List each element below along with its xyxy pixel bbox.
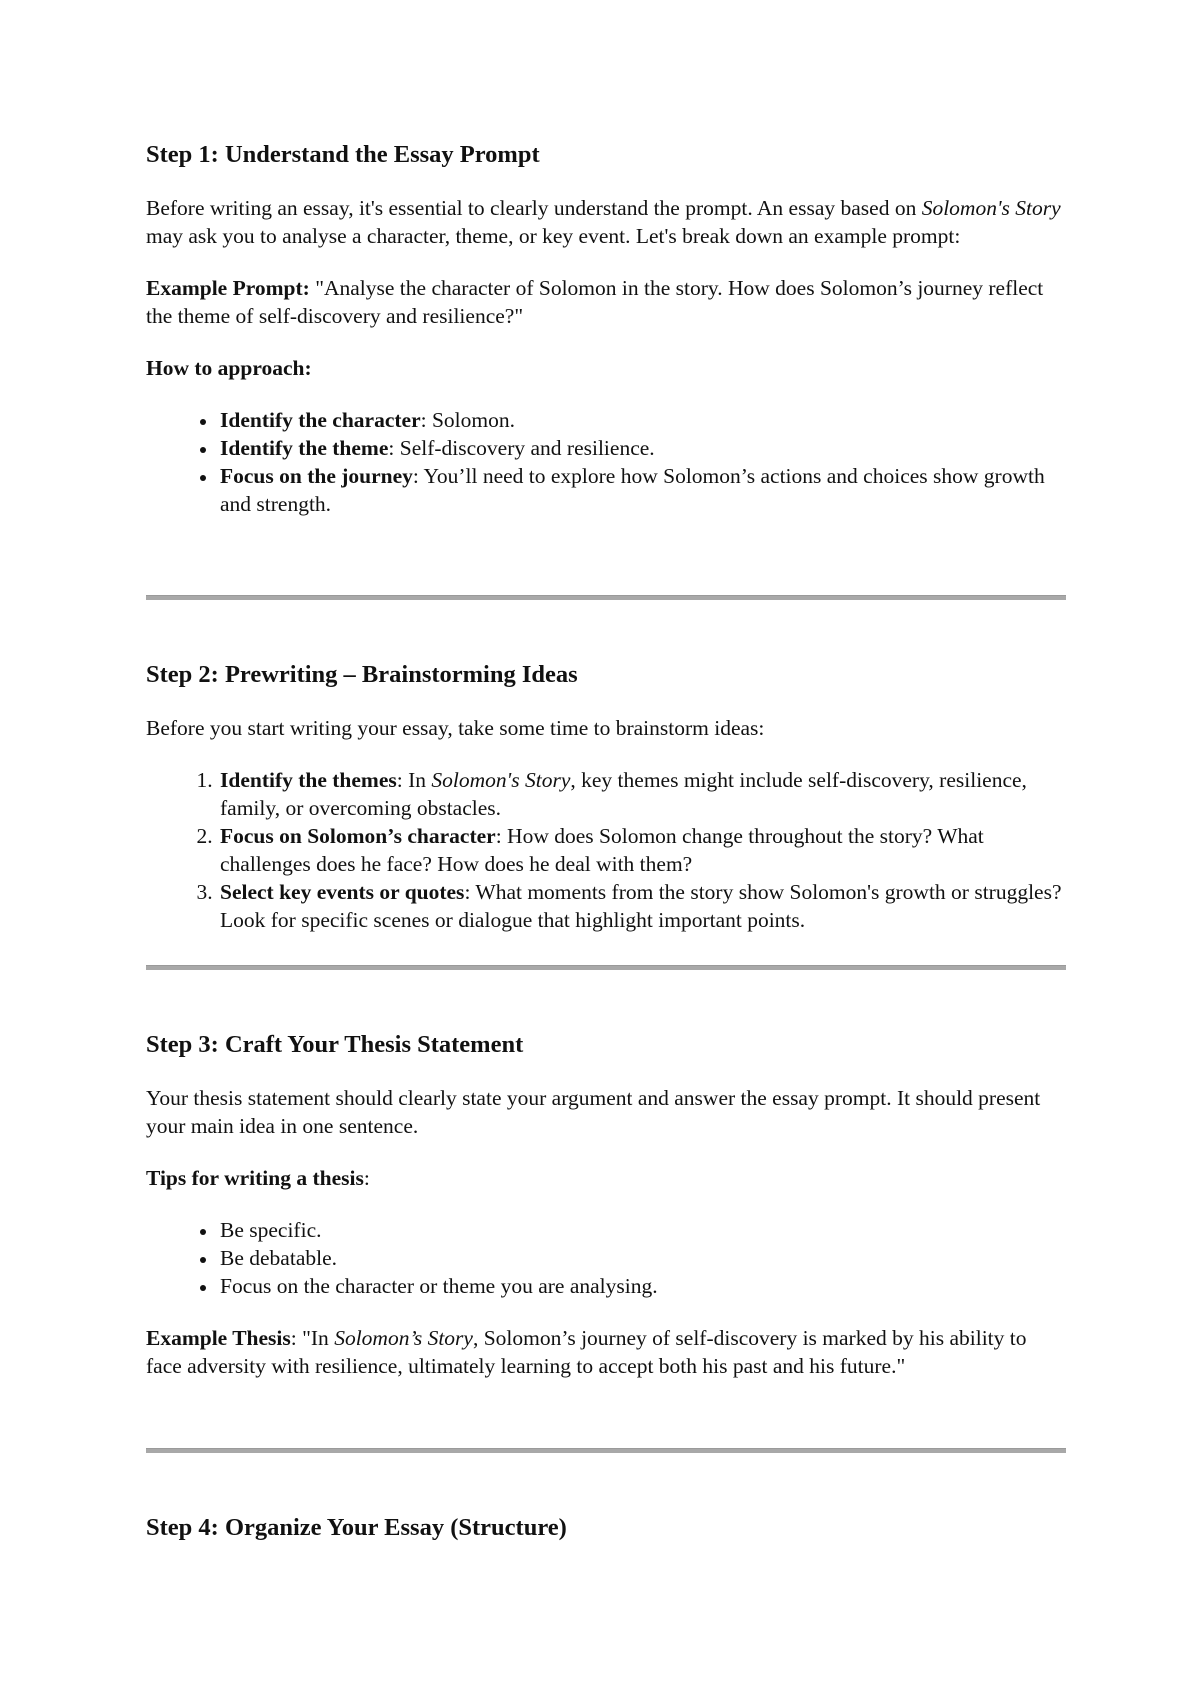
step1-intro (146, 194, 1066, 250)
step3-bullet-list (146, 1216, 1066, 1300)
step1-intro-text-a: Before writing an essay, it's essential to clearly understand the prompt. An essay based on (146, 196, 922, 220)
step2-section (146, 660, 1066, 958)
list-item-text: : Self-discovery and resilience. (388, 436, 655, 460)
list-item-label: Identify the themes (220, 768, 397, 792)
list-item-text: : How does Solomon change throughout the story? What challenges does he face? How does he deal with them? (220, 824, 984, 876)
step3-section (146, 1030, 1066, 1404)
list-item (218, 462, 1066, 518)
horizontal-rule (146, 965, 1066, 970)
step3-tips (146, 1164, 1066, 1192)
step3-tips-colon: : (363, 1166, 370, 1190)
step2-intro: Before you start writing your essay, take some time to brainstorm ideas: (146, 716, 765, 740)
step3-intro: Your thesis statement should clearly state your argument and answer the essay prompt. It should present your main idea in one sentence. (146, 1086, 1041, 1138)
step1-bullet-list (146, 406, 1066, 518)
step1-section (146, 140, 1066, 542)
list-item-label: Focus on Solomon’s character (220, 824, 496, 848)
list-item-text: , key themes might include self-discovery, resilience, family, or overcoming obstacles. (220, 768, 1027, 820)
list-item-text: : In (396, 768, 432, 792)
step3-example-text-b: , Solomon’s journey of self-discovery is marked by his ability to face adversity with resilience, ultimately learning to accept both his past and his future." (146, 1326, 1027, 1378)
step1-approach (146, 354, 1066, 382)
step2-heading: Step 2: Prewriting – Brainstorming Ideas (146, 661, 578, 688)
list-item (218, 434, 1066, 462)
step4-heading: Step 4: Organize Your Essay (Structure) (146, 1514, 567, 1541)
step1-example (146, 274, 1066, 330)
step1-heading: Step 1: Understand the Essay Prompt (146, 141, 540, 168)
list-item-text: : You’ll need to explore how Solomon’s actions and choices show growth and strength. (220, 464, 1045, 516)
list-item-text: : Solomon. (420, 408, 515, 432)
step3-heading: Step 3: Craft Your Thesis Statement (146, 1031, 524, 1058)
step3-example-title: Solomon’s Story (334, 1326, 473, 1350)
list-item (218, 766, 1066, 822)
list-item (218, 878, 1066, 934)
step3-example (146, 1324, 1066, 1380)
list-item (218, 822, 1066, 878)
list-item-label: Focus on the journey (220, 464, 413, 488)
step1-approach-label: How to approach: (146, 356, 312, 380)
step2-numbered-list (146, 766, 1066, 934)
step4-section (146, 1513, 1066, 1567)
list-item-label: Select key events or quotes (220, 880, 465, 904)
list-item-text: : What moments from the story show Solomon's growth or struggles? Look for specific scenes or dialogue that highlight important points. (220, 880, 1062, 932)
step1-example-label: Example Prompt: (146, 276, 310, 300)
list-item: • Be debatable. (218, 1244, 1066, 1272)
list-item (218, 406, 1066, 434)
list-item: • Be specific. (218, 1216, 1066, 1244)
list-item-label: Identify the character (220, 408, 421, 432)
step1-intro-text-b: may ask you to analyse a character, theme, or key event. Let's break down an example prompt: (146, 224, 961, 248)
step1-intro-title: Solomon's Story (921, 196, 1061, 220)
step3-example-label: Example Thesis (146, 1326, 291, 1350)
step3-tips-label: Tips for writing a thesis (146, 1166, 364, 1190)
step1-example-text: "Analyse the character of Solomon in the story. How does Solomon’s journey reflect the theme of self-discovery and resilience?" (146, 276, 1044, 328)
horizontal-rule (146, 1448, 1066, 1453)
list-item-title: Solomon's Story (431, 768, 571, 792)
horizontal-rule (146, 595, 1066, 600)
step3-example-text-a: : "In (290, 1326, 335, 1350)
list-item: • Focus on the character or theme you are analysing. (218, 1272, 1066, 1300)
list-item-label: Identify the theme (220, 436, 389, 460)
